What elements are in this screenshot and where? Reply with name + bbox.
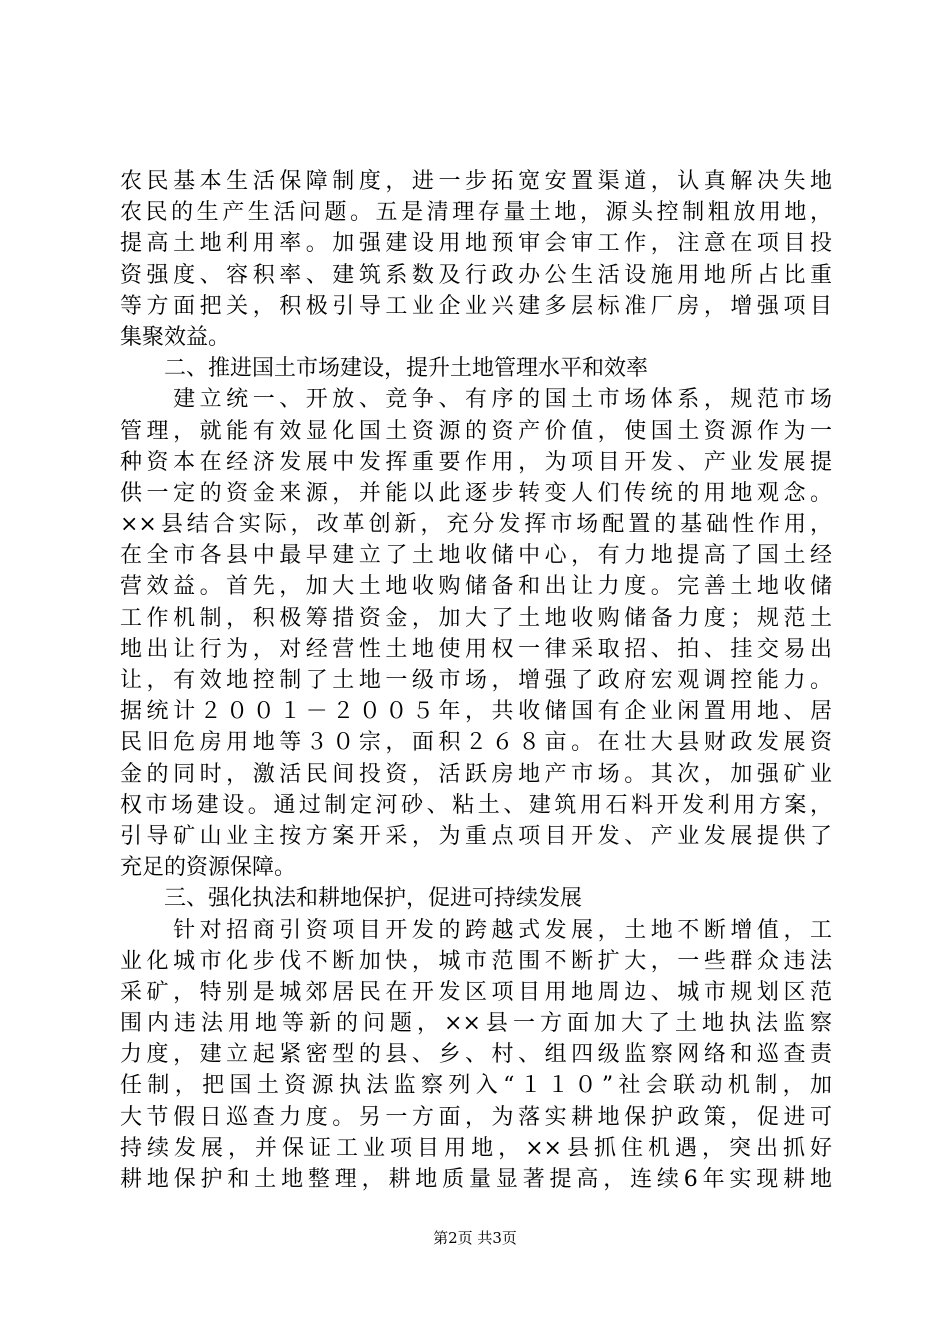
text-line: 工作机制，积极筹措资金，加大了土地收购储备力度；规范土 xyxy=(120,605,832,631)
text-line: 围内违法用地等新的问题，××县一方面加大了土地执法监察 xyxy=(120,1011,832,1037)
text-line: 种资本在经济发展中发挥重要作用，为项目开发、产业发展提 xyxy=(120,449,832,475)
text-line: 让，有效地控制了土地一级市场，增强了政府宏观调控能力。 xyxy=(120,668,832,693)
text-line: 充足的资源保障。 xyxy=(120,855,297,881)
text-line: 针对招商引资项目开发的跨越式发展，土地不断增值，工 xyxy=(120,917,832,943)
text-line: 持续发展，并保证工业项目用地，××县抓住机遇，突出抓好 xyxy=(120,1135,832,1161)
text-line: 集聚效益。 xyxy=(120,324,231,350)
text-line: 权市场建设。通过制定河砂、粘土、建筑用石料开发利用方案， xyxy=(120,792,832,818)
text-line: 营效益。首先，加大土地收购储备和出让力度。完善土地收储 xyxy=(120,574,832,600)
text-line: 民旧危房用地等３０宗，面积２６８亩。在壮大县财政发展资 xyxy=(120,730,832,756)
text-line: 资强度、容积率、建筑系数及行政办公生活设施用地所占比重 xyxy=(120,262,832,288)
text-line: 农民的生产生活问题。五是清理存量土地，源头控制粗放用地， xyxy=(120,200,832,226)
text-line: 供一定的资金来源，并能以此逐步转变人们传统的用地观念。 xyxy=(120,480,832,506)
text-line: 地出让行为，对经营性土地使用权一律采取招、拍、挂交易出 xyxy=(120,636,832,662)
text-line: 业化城市化步伐不断加快，城市范围不断扩大，一些群众违法 xyxy=(120,948,832,974)
text-line: 管理，就能有效显化国土资源的资产价值，使国土资源作为一 xyxy=(120,418,832,444)
text-line: 力度，建立起紧密型的县、乡、村、组四级监察网络和巡查责 xyxy=(120,1042,832,1068)
text-line: 建立统一、开放、竞争、有序的国土市场体系，规范市场 xyxy=(120,387,832,413)
text-line: 三、强化执法和耕地保护，促进可持续发展 xyxy=(120,886,583,912)
page-footer: 第2页 共3页 xyxy=(433,1229,517,1247)
body-text xyxy=(120,166,832,1195)
text-line: 农民基本生活保障制度，进一步拓宽安置渠道，认真解决失地 xyxy=(120,169,832,194)
text-line: 等方面把关，积极引导工业企业兴建多层标准厂房，增强项目 xyxy=(120,293,832,319)
text-line: 耕地保护和土地整理，耕地质量显著提高，连续6年实现耕地 xyxy=(120,1167,832,1192)
text-line: 据统计２００１－２００５年，共收储国有企业闲置用地、居 xyxy=(120,699,832,725)
text-line: 在全市各县中最早建立了土地收储中心，有力地提高了国土经 xyxy=(120,543,832,569)
text-line: 提高土地利用率。加强建设用地预审会审工作，注意在项目投 xyxy=(120,231,832,257)
text-line: 金的同时，激活民间投资，活跃房地产市场。其次，加强矿业 xyxy=(120,761,832,787)
text-line: 大节假日巡查力度。另一方面，为落实耕地保护政策，促进可 xyxy=(120,1104,832,1130)
text-line: 二、推进国土市场建设，提升土地管理水平和效率 xyxy=(120,356,649,382)
text-line: 任制，把国土资源执法监察列入“１１０”社会联动机制，加 xyxy=(120,1073,832,1099)
text-line: ××县结合实际，改革创新，充分发挥市场配置的基础性作用， xyxy=(120,512,832,538)
text-line: 采矿，特别是城郊居民在开发区项目用地周边、城市规划区范 xyxy=(120,979,832,1005)
text-line: 引导矿山业主按方案开采，为重点项目开发、产业发展提供了 xyxy=(120,823,832,849)
